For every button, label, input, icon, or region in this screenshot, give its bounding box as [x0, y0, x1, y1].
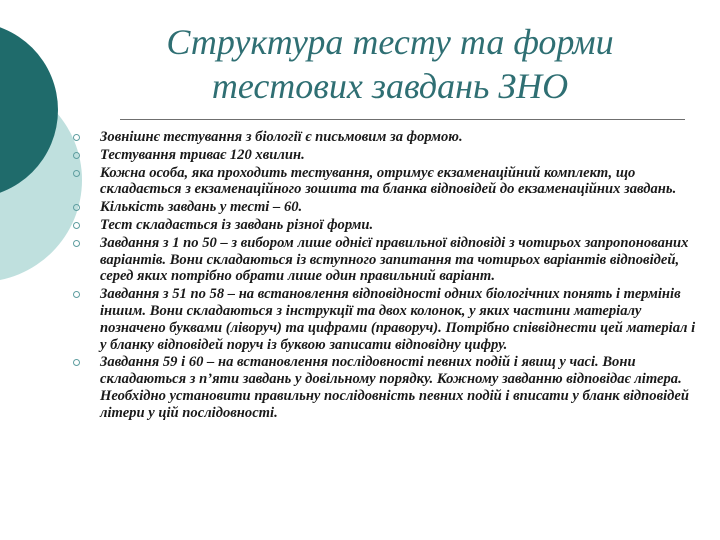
circle-bullet-icon	[73, 204, 80, 211]
bullet-list	[70, 129, 700, 423]
list-item-text: Тестування триває 120 хвилин.	[100, 146, 305, 163]
list-item	[70, 235, 700, 285]
circle-bullet-icon	[73, 170, 80, 177]
list-item-text: Завдання з 51 по 58 – на встановлення відповідності одних біологічних понять і термінів іншим. Вони складаються з інструкції та двох колонок, у яких частини матеріалу позначено буквами (ліворуч) та цифрами (праворуч). Потрібно співвіднести цей матеріал і у бланку відповідей поруч із буквою записати відповідну цифру.	[100, 286, 696, 353]
list-item-text: Завдання з 1 по 50 – з вибором лише однієї правильної відповіді з чотирьох запропонованих варіантів. Вони складаються із вступного запитання та чотирьох варіантів відповідей, серед яких потрібно обрати лише один правильний варіант.	[100, 234, 689, 285]
list-item	[70, 129, 700, 146]
list-item	[70, 286, 700, 353]
title-divider	[120, 119, 685, 120]
title-line-2: тестових завдань ЗНО	[211, 66, 569, 106]
circle-bullet-icon	[73, 222, 80, 229]
page-title	[100, 20, 680, 108]
list-item	[70, 147, 700, 164]
list-item-text: Кількість завдань у тесті – 60.	[100, 199, 303, 216]
list-item	[70, 217, 700, 234]
list-item-text: Зовнішнє тестування з біології є письмовим за формою.	[100, 129, 463, 145]
list-item-text: Завдання 59 і 60 – на встановлення послідовності певних подій і явищ у часі. Вони складаються з п’яти завдань у довільному порядку. Кожному завданню відповідає літера. Необхідно установити правильну послідовність певних подій і вписати у бланк відповідей літери у цій послідовності.	[100, 354, 689, 421]
circle-bullet-icon	[73, 359, 80, 366]
circle-bullet-icon	[73, 240, 80, 247]
list-item	[70, 165, 700, 199]
list-item	[70, 199, 700, 216]
list-item-text: Кожна особа, яка проходить тестування, отримує екзаменаційний комплект, що складається з екзаменаційного зошита та бланка відповідей до екзаменаційних завдань.	[100, 164, 677, 198]
circle-bullet-icon	[73, 134, 80, 141]
circle-bullet-icon	[73, 291, 80, 298]
list-item	[70, 354, 700, 421]
title-line-1: Структура тесту та форми	[166, 22, 614, 62]
circle-bullet-icon	[73, 152, 80, 159]
list-item-text: Тест складається із завдань різної форми.	[100, 216, 374, 233]
